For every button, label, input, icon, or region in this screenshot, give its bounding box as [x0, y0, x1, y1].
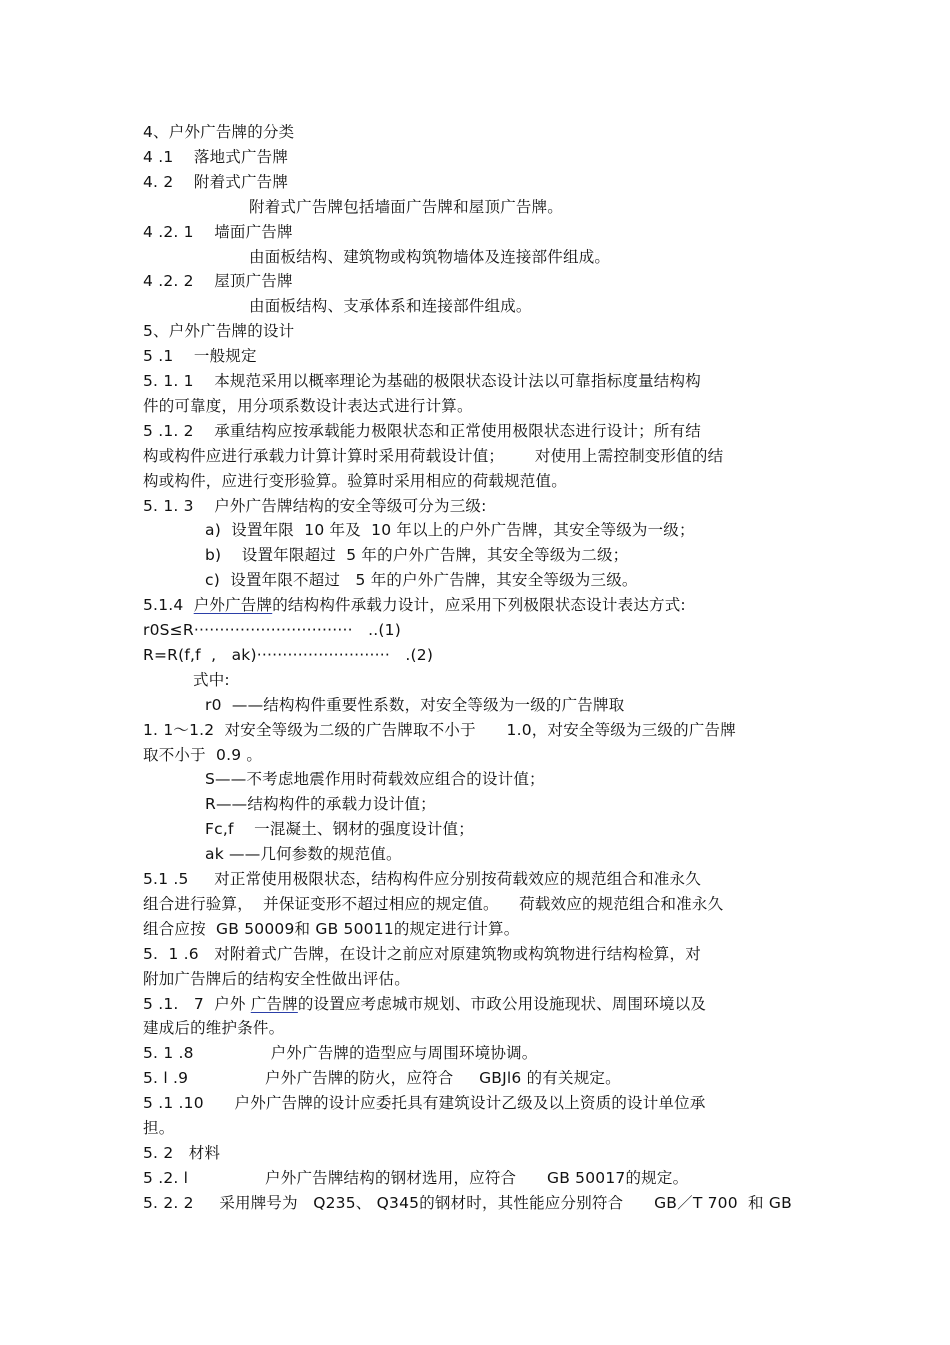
line-prefix: 5 .1. 7 户外 [143, 994, 251, 1013]
text-line [143, 994, 706, 1014]
text-line: 由面板结构、建筑物或构筑物墙体及连接部件组成。 [249, 247, 611, 266]
text-line: 5 .1 .10 户外广告牌的设计应委托具有建筑设计乙级及以上资质的设计单位承 [143, 1094, 706, 1113]
text-line: 4 .1 落地式广告牌 [143, 147, 289, 166]
text-line: 组合应按 GB 50009和 GB 50011的规定进行计算。 [143, 919, 520, 938]
text-line: 构或构件应进行承载力计算计算时采用荷载设计值； 对使用上需控制变形值的结 [143, 446, 724, 465]
text-line: 5 .2. l 户外广告牌结构的钢材选用，应符合 GB 50017的规定。 [143, 1168, 689, 1187]
text-line: 4 .2. 2 屋顶广告牌 [143, 272, 293, 291]
text-line: 4、户外广告牌的分类 [143, 123, 295, 141]
text-line: 5. 2 材料 [143, 1143, 221, 1162]
hyperlink-text[interactable]: 户外广告牌 [193, 596, 273, 615]
text-line: a) 设置年限 10 年及 10 年以上的户外广告牌，其安全等级为一级； [205, 521, 695, 540]
text-line: 组合进行验算， 并保证变形不超过相应的规定值。 荷载效应的规范组合和准永久 [143, 894, 724, 913]
line-prefix: 5.1.4 [143, 596, 194, 615]
text-line: 5. l .9 户外广告牌的防火，应符合 GBJl6 的有关规定。 [143, 1069, 621, 1088]
text-line: 式中: [193, 670, 230, 689]
text-line: 附加广告牌后的结构安全性做出评估。 [143, 969, 410, 988]
text-line: 5 .1 一般规定 [143, 347, 257, 366]
text-line: 1. 1～1.2 对安全等级为二级的广告牌取不小于 1.0，对安全等级为三级的广告牌 [143, 720, 736, 739]
text-line: 5. 1. 3 户外广告牌结构的安全等级可分为三级: [143, 496, 487, 515]
text-line: 4. 2 附着式广告牌 [143, 172, 289, 191]
text-line: 5. 1. 1 本规范采用以概率理论为基础的极限状态设计法以可靠指标度量结构构 [143, 372, 701, 390]
text-line: ak ——几何参数的规范值。 [205, 845, 402, 864]
text-line: 担。 [143, 1119, 175, 1137]
text-line: b) 设置年限超过 5 年的户外广告牌，其安全等级为二级； [205, 546, 629, 565]
hyperlink-text[interactable]: 广告牌 [250, 994, 298, 1013]
text-line: r0 ——结构构件重要性系数，对安全等级为一级的广告牌取 [205, 695, 625, 714]
text-line: 5 .1. 2 承重结构应按承载能力极限状态和正常使用极限状态进行设计；所有结 [143, 421, 701, 440]
text-line: Fc,f 一混凝土、钢材的强度设计值； [205, 820, 474, 839]
text-line: 附着式广告牌包括墙面广告牌和屋顶广告牌。 [249, 197, 564, 216]
text-line: c) 设置年限不超过 5 年的户外广告牌，其安全等级为三级。 [205, 571, 638, 590]
text-line: R——结构构件的承载力设计值； [205, 795, 436, 814]
line-text: 的结构构件承载力设计，应采用下列极限状态设计表达方式: [272, 596, 686, 615]
text-line: R=R(f,f , ak)·························· .(2) [143, 645, 434, 664]
text-line: 5.1 .5 对正常使用极限状态，结构构件应分别按荷载效应的规范组合和准永久 [143, 870, 701, 888]
text-line: 5、户外广告牌的设计 [143, 322, 295, 341]
text-line: 由面板结构、支承体系和连接部件组成。 [249, 297, 532, 316]
text-line: r0S≤R······························· ..(1) [143, 621, 401, 639]
text-line: 取不小于 0.9 。 [143, 745, 263, 764]
text-line [143, 595, 686, 615]
text-line: 构或构件，应进行变形验算。验算时采用相应的荷载规范值。 [143, 471, 567, 490]
text-line: 5. 1 .8 户外广告牌的造型应与周围环境协调。 [143, 1044, 538, 1063]
text-line: 4 .2. 1 墙面广告牌 [143, 222, 293, 241]
text-line: 件的可靠度，用分项系数设计表达式进行计算。 [143, 396, 473, 415]
text-line: 5. 1 .6 对附着式广告牌，在设计之前应对原建筑物或构筑物进行结构检算，对 [143, 944, 701, 963]
text-line: 5. 2. 2 采用牌号为 Q235、 Q345的钢材时，其性能应分别符合 GB／T 700 和 GB [143, 1193, 792, 1212]
text-line: S——不考虑地震作用时荷载效应组合的设计值； [205, 770, 545, 789]
text-line: 建成后的维护条件。 [143, 1019, 285, 1038]
line-text: 的设置应考虑城市规划、市政公用设施现状、周围环境以及 [297, 994, 707, 1013]
